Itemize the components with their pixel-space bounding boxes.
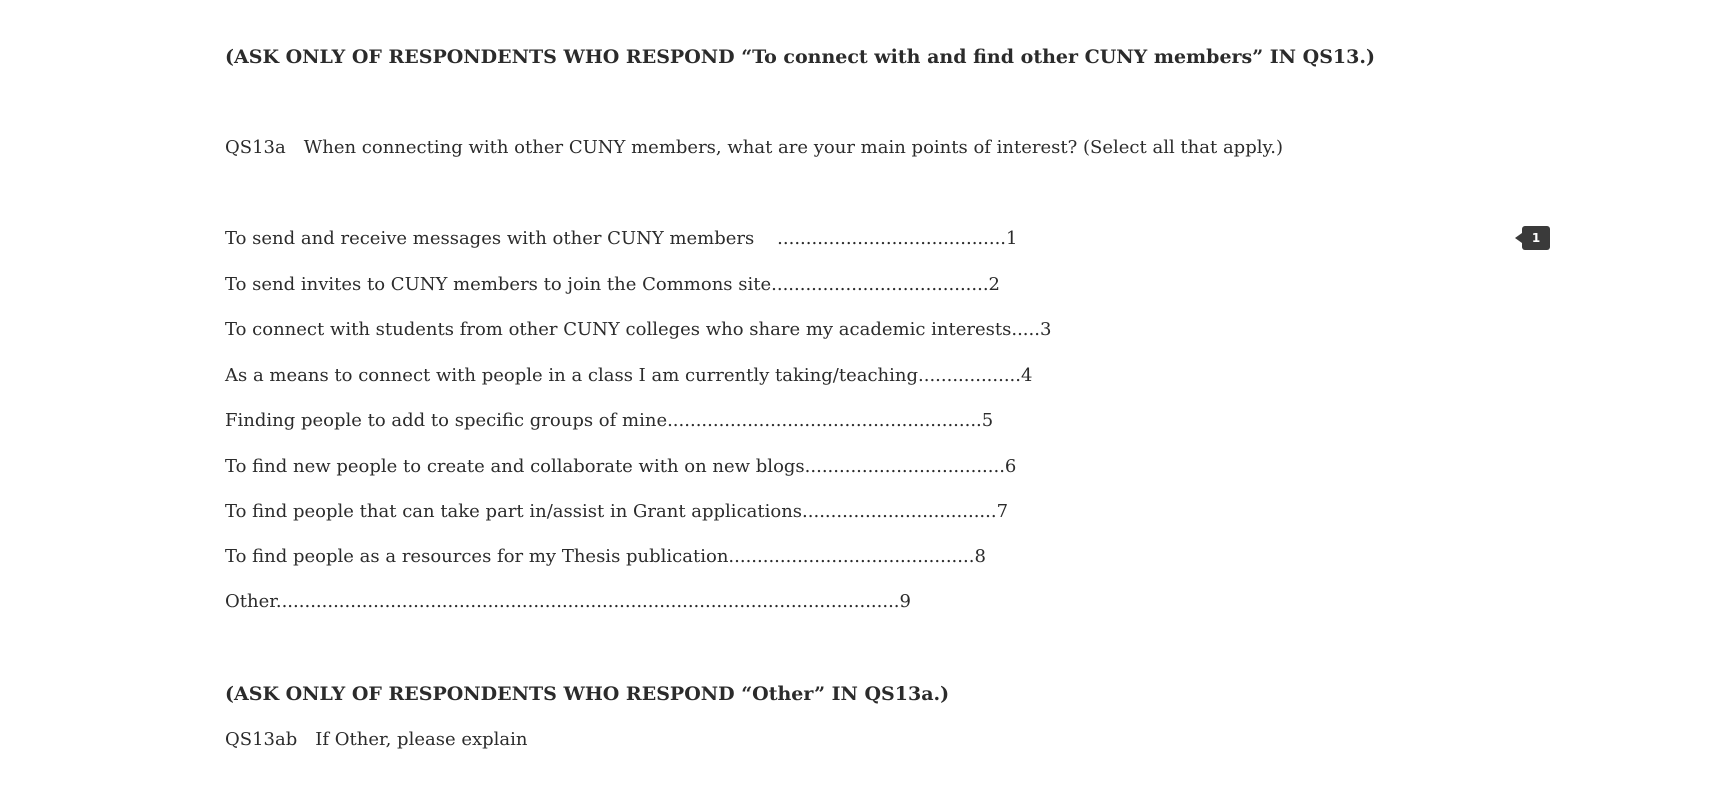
question-id: QS13ab	[225, 729, 298, 750]
question-qs13a	[225, 137, 1283, 159]
question-qs13ab	[225, 729, 528, 751]
answer-option-1: To send and receive messages with other CUNY members ........................................1	[225, 228, 1018, 249]
answer-option-5: Finding people to add to specific groups of mine.......................................................5	[225, 410, 994, 431]
comment-marker[interactable]: 1	[1522, 226, 1550, 250]
answer-option-4: As a means to connect with people in a class I am currently taking/teaching..................4	[225, 365, 1033, 386]
answer-option-3: To connect with students from other CUNY colleges who share my academic interests.....3	[225, 319, 1052, 340]
instruction-qs13a: (ASK ONLY OF RESPONDENTS WHO RESPOND “To connect with and find other CUNY members” IN QS13.)	[225, 46, 1375, 68]
answer-option-2: To send invites to CUNY members to join the Commons site......................................2	[225, 274, 1001, 295]
answer-option-9: Other.............................................................................................................9	[225, 591, 911, 612]
question-id: QS13a	[225, 137, 286, 158]
instruction-qs13ab: (ASK ONLY OF RESPONDENTS WHO RESPOND “Other” IN QS13a.)	[225, 683, 950, 705]
question-text: If Other, please explain	[315, 729, 528, 750]
answer-option-7: To find people that can take part in/assist in Grant applications..................................7	[225, 501, 1009, 522]
question-text: When connecting with other CUNY members, what are your main points of interest? (Select all that apply.)	[303, 137, 1283, 158]
answer-option-8: To find people as a resources for my Thesis publication...........................................8	[225, 546, 986, 567]
answer-option-6: To find new people to create and collaborate with on new blogs...................................6	[225, 456, 1017, 477]
